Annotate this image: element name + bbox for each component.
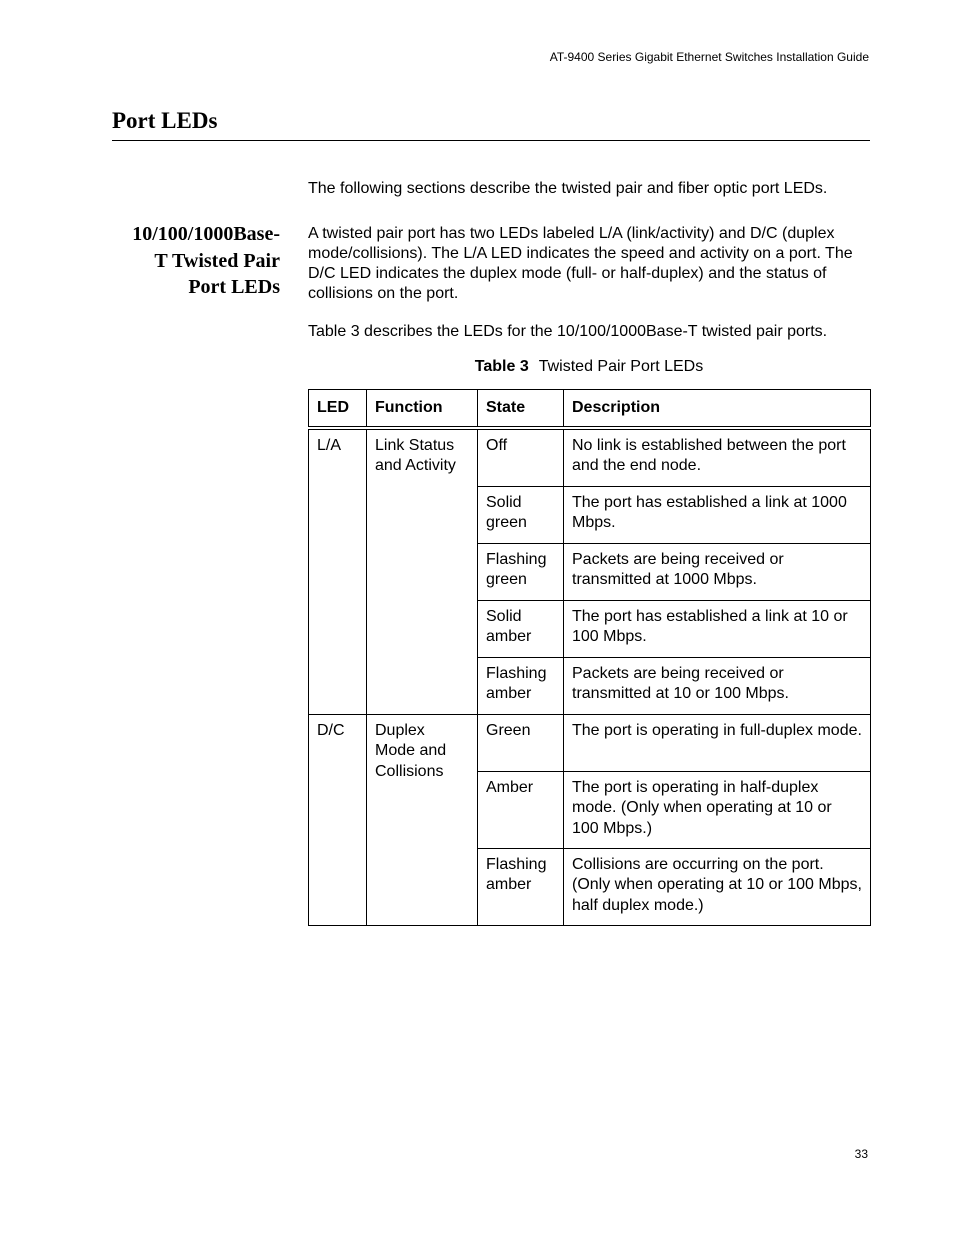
table-caption-title: Twisted Pair Port LEDs	[538, 358, 704, 375]
description-cell: The port is operating in full-duplex mode.	[564, 715, 871, 772]
header-state: State	[478, 390, 564, 429]
led-cell: L/A	[309, 428, 367, 715]
subsection-title-line: 10/100/1000Base-	[132, 223, 280, 245]
header-led: LED	[309, 390, 367, 429]
function-cell: Link Status and Activity	[367, 428, 478, 715]
section-title: Port LEDs	[112, 108, 218, 133]
description-cell: The port has established a link at 1000 Mbps.	[564, 487, 871, 544]
running-header: AT-9400 Series Gigabit Ethernet Switches Installation Guide	[549, 50, 869, 64]
table-header-row	[309, 390, 871, 429]
function-cell: Duplex Mode and Collisions	[367, 715, 478, 926]
state-cell: Flashing green	[478, 544, 564, 601]
table-row	[309, 428, 871, 487]
state-cell: Amber	[478, 772, 564, 849]
state-cell: Flashing amber	[478, 849, 564, 926]
description-cell: Collisions are occurring on the port. (Only when operating at 10 or 100 Mbps, half duplex mode.)	[564, 849, 871, 926]
subsection-title-line: Port LEDs	[188, 276, 280, 298]
table-reference-paragraph: Table 3 describes the LEDs for the 10/100/1000Base-T twisted pair ports.	[308, 323, 828, 340]
state-cell: Off	[478, 428, 564, 487]
intro-paragraph: The following sections describe the twisted pair and fiber optic port LEDs.	[308, 180, 828, 197]
table-caption-number: Table 3	[474, 358, 529, 375]
state-cell: Green	[478, 715, 564, 772]
subsection-title-line: T Twisted Pair	[154, 249, 280, 272]
subsection-title	[100, 221, 280, 301]
description-cell: Packets are being received or transmitted at 10 or 100 Mbps.	[564, 658, 871, 715]
description-cell: No link is established between the port and the end node.	[564, 428, 871, 487]
description-cell: The port is operating in half-duplex mode. (Only when operating at 10 or 100 Mbps.)	[564, 772, 871, 849]
led-table	[308, 389, 871, 926]
state-cell: Solid green	[478, 487, 564, 544]
header-function: Function	[367, 390, 478, 429]
state-cell: Flashing amber	[478, 658, 564, 715]
header-description: Description	[564, 390, 871, 429]
table-caption	[308, 358, 870, 376]
state-cell: Solid amber	[478, 601, 564, 658]
table-row	[309, 715, 871, 772]
section-divider	[112, 140, 870, 141]
description-paragraph: A twisted pair port has two LEDs labeled L/A (link/activity) and D/C (duplex mode/collisions). The L/A LED indicates the speed and activity on a port. The D/C LED indicates the duplex mode (full- or half-duplex) and the status of collisions on the port.	[308, 225, 853, 302]
page-number: 33	[854, 1147, 868, 1161]
description-cell: Packets are being received or transmitted at 1000 Mbps.	[564, 544, 871, 601]
description-cell: The port has established a link at 10 or 100 Mbps.	[564, 601, 871, 658]
led-cell: D/C	[309, 715, 367, 926]
